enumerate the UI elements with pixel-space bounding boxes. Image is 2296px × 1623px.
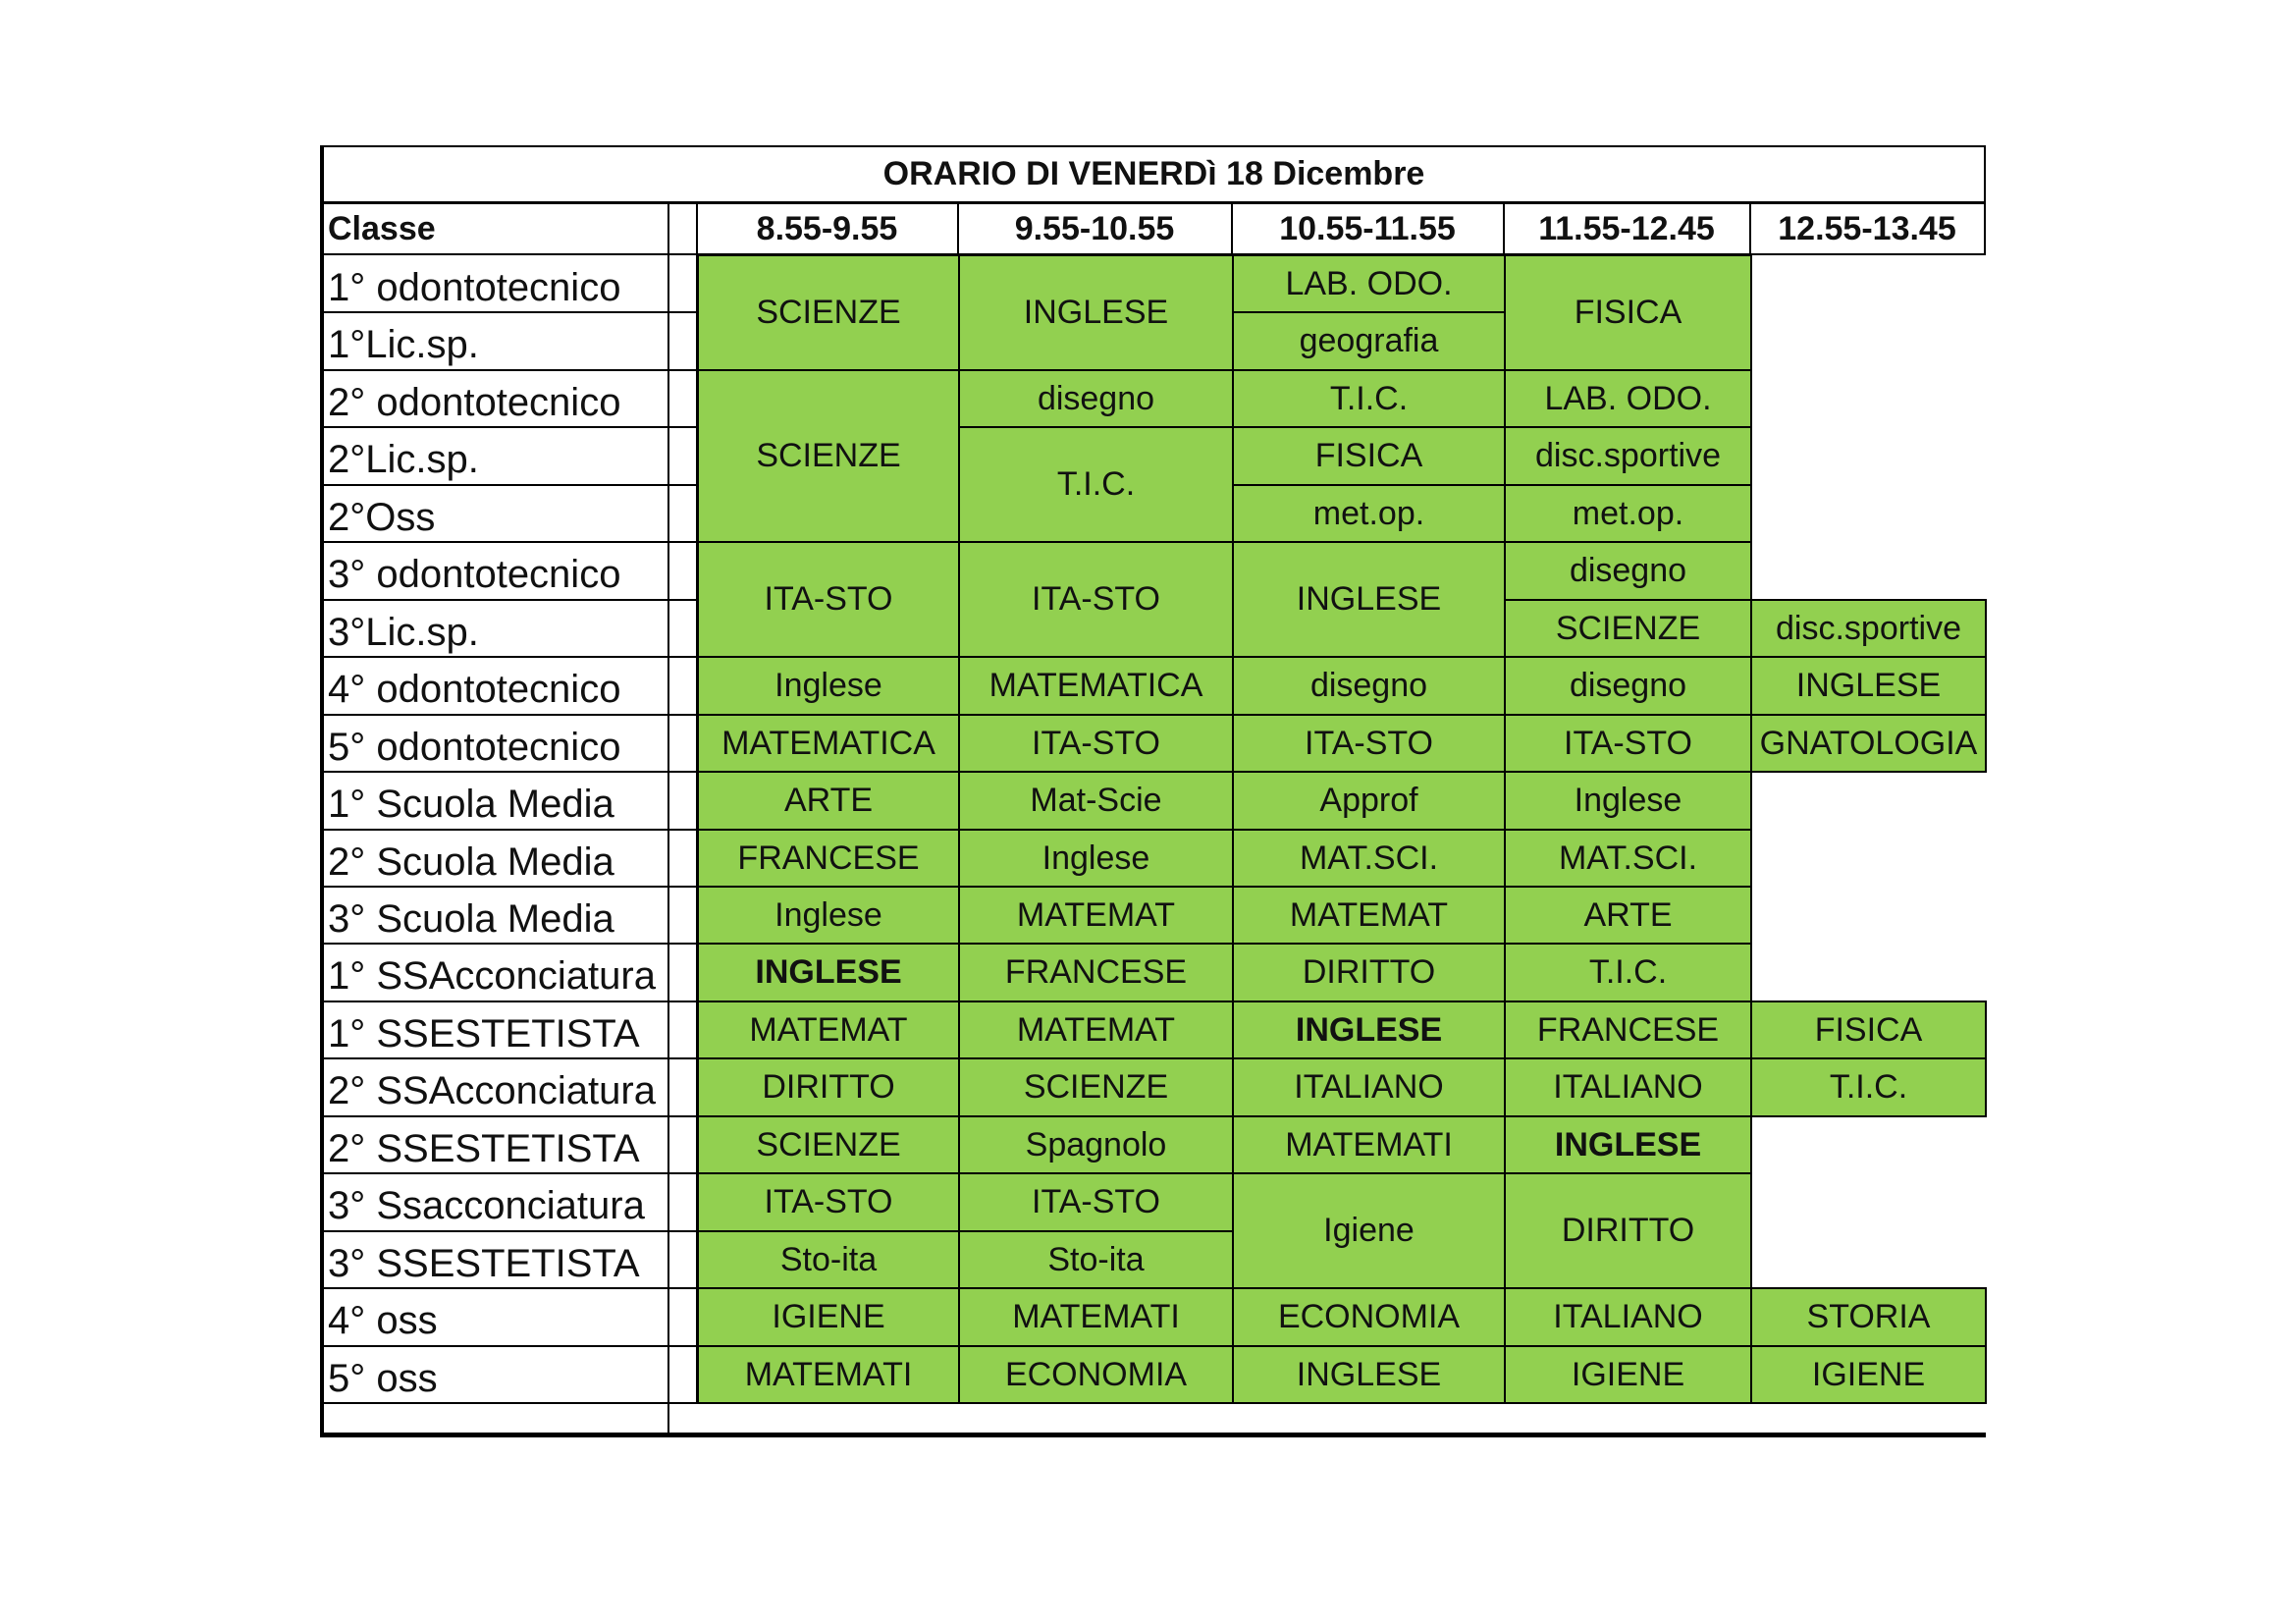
class-label: 2°Lic.sp.: [320, 426, 669, 486]
spacer-cell: [668, 311, 698, 371]
spacer-cell: [668, 656, 698, 716]
spacer-cell: [668, 254, 698, 313]
time-slot-header: 12.55-13.45: [1750, 202, 1986, 255]
subject-cell: Mat-Scie: [958, 771, 1234, 831]
subject-cell: MAT.SCI.: [1232, 829, 1506, 888]
subject-cell: LAB. ODO.: [1504, 369, 1752, 428]
table-title: ORARIO DI VENERDì 18 Dicembre: [320, 145, 1986, 203]
subject-cell: ITALIANO: [1504, 1057, 1752, 1117]
class-label: 1° SSAcconciatura: [320, 943, 669, 1002]
subject-cell: LAB. ODO.: [1232, 254, 1506, 313]
subject-cell: INGLESE: [1232, 1345, 1506, 1404]
subject-cell: Spagnolo: [958, 1115, 1234, 1174]
spacer-cell: [668, 714, 698, 773]
subject-cell: STORIA: [1750, 1287, 1987, 1347]
subject-cell: disegno: [958, 369, 1234, 428]
time-slot-header: 9.55-10.55: [958, 202, 1233, 255]
subject-cell: FISICA: [1232, 426, 1506, 486]
time-slot-header: 10.55-11.55: [1232, 202, 1505, 255]
subject-cell: geografia: [1232, 311, 1506, 371]
time-slot-header: 8.55-9.55: [697, 202, 959, 255]
subject-cell: Inglese: [697, 886, 960, 945]
subject-cell: SCIENZE: [958, 1057, 1234, 1117]
class-label: 3° Ssacconciatura: [320, 1172, 669, 1232]
class-label: 3° SSESTETISTA: [320, 1230, 669, 1289]
class-label: 2°Oss: [320, 484, 669, 543]
class-label: 1° SSESTETISTA: [320, 1001, 669, 1059]
class-label: 3° Scuola Media: [320, 886, 669, 945]
time-slot-header: 11.55-12.45: [1504, 202, 1751, 255]
subject-cell: ARTE: [697, 771, 960, 831]
spacer-cell: [668, 1345, 698, 1404]
spacer-cell: [668, 1115, 698, 1174]
subject-cell: MAT.SCI.: [1504, 829, 1752, 888]
subject-cell: ITA-STO: [958, 1172, 1234, 1232]
subject-cell: disegno: [1232, 656, 1506, 716]
subject-cell: FISICA: [1750, 1001, 1987, 1059]
subject-cell: MATEMATI: [1232, 1115, 1506, 1174]
class-label: 1°Lic.sp.: [320, 311, 669, 371]
subject-cell: SCIENZE: [697, 1115, 960, 1174]
subject-cell: Sto-ita: [958, 1230, 1234, 1289]
class-label: 4° odontotecnico: [320, 656, 669, 716]
spacer-cell: [668, 943, 698, 1002]
subject-cell: DIRITTO: [1504, 1172, 1752, 1289]
subject-cell: Sto-ita: [697, 1230, 960, 1289]
class-label: 2° SSAcconciatura: [320, 1057, 669, 1117]
spacer-cell: [668, 1001, 698, 1059]
subject-cell: met.op.: [1232, 484, 1506, 543]
spacer-cell: [668, 484, 698, 543]
subject-cell: Igiene: [1232, 1172, 1506, 1289]
subject-cell: MATEMATI: [958, 1287, 1234, 1347]
subject-cell: INGLESE: [1750, 656, 1987, 716]
subject-cell: IGIENE: [697, 1287, 960, 1347]
subject-cell: MATEMATICA: [697, 714, 960, 773]
spacer-cell: [668, 1230, 698, 1289]
subject-cell: ECONOMIA: [1232, 1287, 1506, 1347]
spacer-cell: [668, 771, 698, 831]
spacer-cell: [668, 1172, 698, 1232]
subject-cell: FRANCESE: [697, 829, 960, 888]
subject-cell: disegno: [1504, 541, 1752, 601]
subject-cell: ITALIANO: [1504, 1287, 1752, 1347]
subject-cell: FISICA: [1504, 254, 1752, 371]
subject-cell: MATEMAT: [958, 1001, 1234, 1059]
subject-cell: GNATOLOGIA: [1750, 714, 1987, 773]
subject-cell: disegno: [1504, 656, 1752, 716]
class-label: 2° SSESTETISTA: [320, 1115, 669, 1174]
spacer-cell: [668, 829, 698, 888]
subject-cell: MATEMAT: [697, 1001, 960, 1059]
subject-cell: T.I.C.: [1232, 369, 1506, 428]
subject-cell: T.I.C.: [1504, 943, 1752, 1002]
spacer-cell: [668, 1287, 698, 1347]
subject-cell: T.I.C.: [1750, 1057, 1987, 1117]
subject-cell: DIRITTO: [697, 1057, 960, 1117]
subject-cell: IGIENE: [1750, 1345, 1987, 1404]
spacer-cell: [668, 886, 698, 945]
subject-cell: Approf: [1232, 771, 1506, 831]
empty-row-cell: [320, 1402, 669, 1434]
spacer-cell: [668, 426, 698, 486]
subject-cell: Inglese: [697, 656, 960, 716]
subject-cell: INGLESE: [697, 943, 960, 1002]
subject-cell: MATEMATI: [697, 1345, 960, 1404]
subject-cell: FRANCESE: [958, 943, 1234, 1002]
subject-cell: ITALIANO: [1232, 1057, 1506, 1117]
subject-cell: ECONOMIA: [958, 1345, 1234, 1404]
subject-cell: Inglese: [958, 829, 1234, 888]
spacer-cell: [668, 369, 698, 428]
subject-cell: FRANCESE: [1504, 1001, 1752, 1059]
subject-cell: INGLESE: [1232, 541, 1506, 658]
class-label: 2° Scuola Media: [320, 829, 669, 888]
class-label: 2° odontotecnico: [320, 369, 669, 428]
spacer-cell: [668, 541, 698, 601]
subject-cell: INGLESE: [958, 254, 1234, 371]
class-label: 3° odontotecnico: [320, 541, 669, 601]
subject-cell: T.I.C.: [958, 426, 1234, 543]
subject-cell: ITA-STO: [958, 541, 1234, 658]
subject-cell: SCIENZE: [1504, 599, 1752, 658]
subject-cell: SCIENZE: [697, 369, 960, 543]
spacer-cell: [668, 599, 698, 658]
class-column-header: Classe: [320, 202, 669, 255]
subject-cell: ITA-STO: [1504, 714, 1752, 773]
subject-cell: INGLESE: [1232, 1001, 1506, 1059]
spacer-cell: [668, 1057, 698, 1117]
class-label: 5° oss: [320, 1345, 669, 1404]
subject-cell: MATEMAT: [958, 886, 1234, 945]
subject-cell: ITA-STO: [1232, 714, 1506, 773]
class-label: 1° Scuola Media: [320, 771, 669, 831]
spacer-column-header: [668, 202, 698, 255]
subject-cell: ITA-STO: [697, 541, 960, 658]
class-label: 5° odontotecnico: [320, 714, 669, 773]
subject-cell: Inglese: [1504, 771, 1752, 831]
subject-cell: met.op.: [1504, 484, 1752, 543]
class-label: 1° odontotecnico: [320, 254, 669, 313]
subject-cell: ITA-STO: [697, 1172, 960, 1232]
subject-cell: disc.sportive: [1750, 599, 1987, 658]
subject-cell: DIRITTO: [1232, 943, 1506, 1002]
subject-cell: disc.sportive: [1504, 426, 1752, 486]
subject-cell: IGIENE: [1504, 1345, 1752, 1404]
subject-cell: MATEMATICA: [958, 656, 1234, 716]
subject-cell: INGLESE: [1504, 1115, 1752, 1174]
subject-cell: MATEMAT: [1232, 886, 1506, 945]
class-label: 3°Lic.sp.: [320, 599, 669, 658]
subject-cell: ARTE: [1504, 886, 1752, 945]
subject-cell: SCIENZE: [697, 254, 960, 371]
subject-cell: ITA-STO: [958, 714, 1234, 773]
class-label: 4° oss: [320, 1287, 669, 1347]
